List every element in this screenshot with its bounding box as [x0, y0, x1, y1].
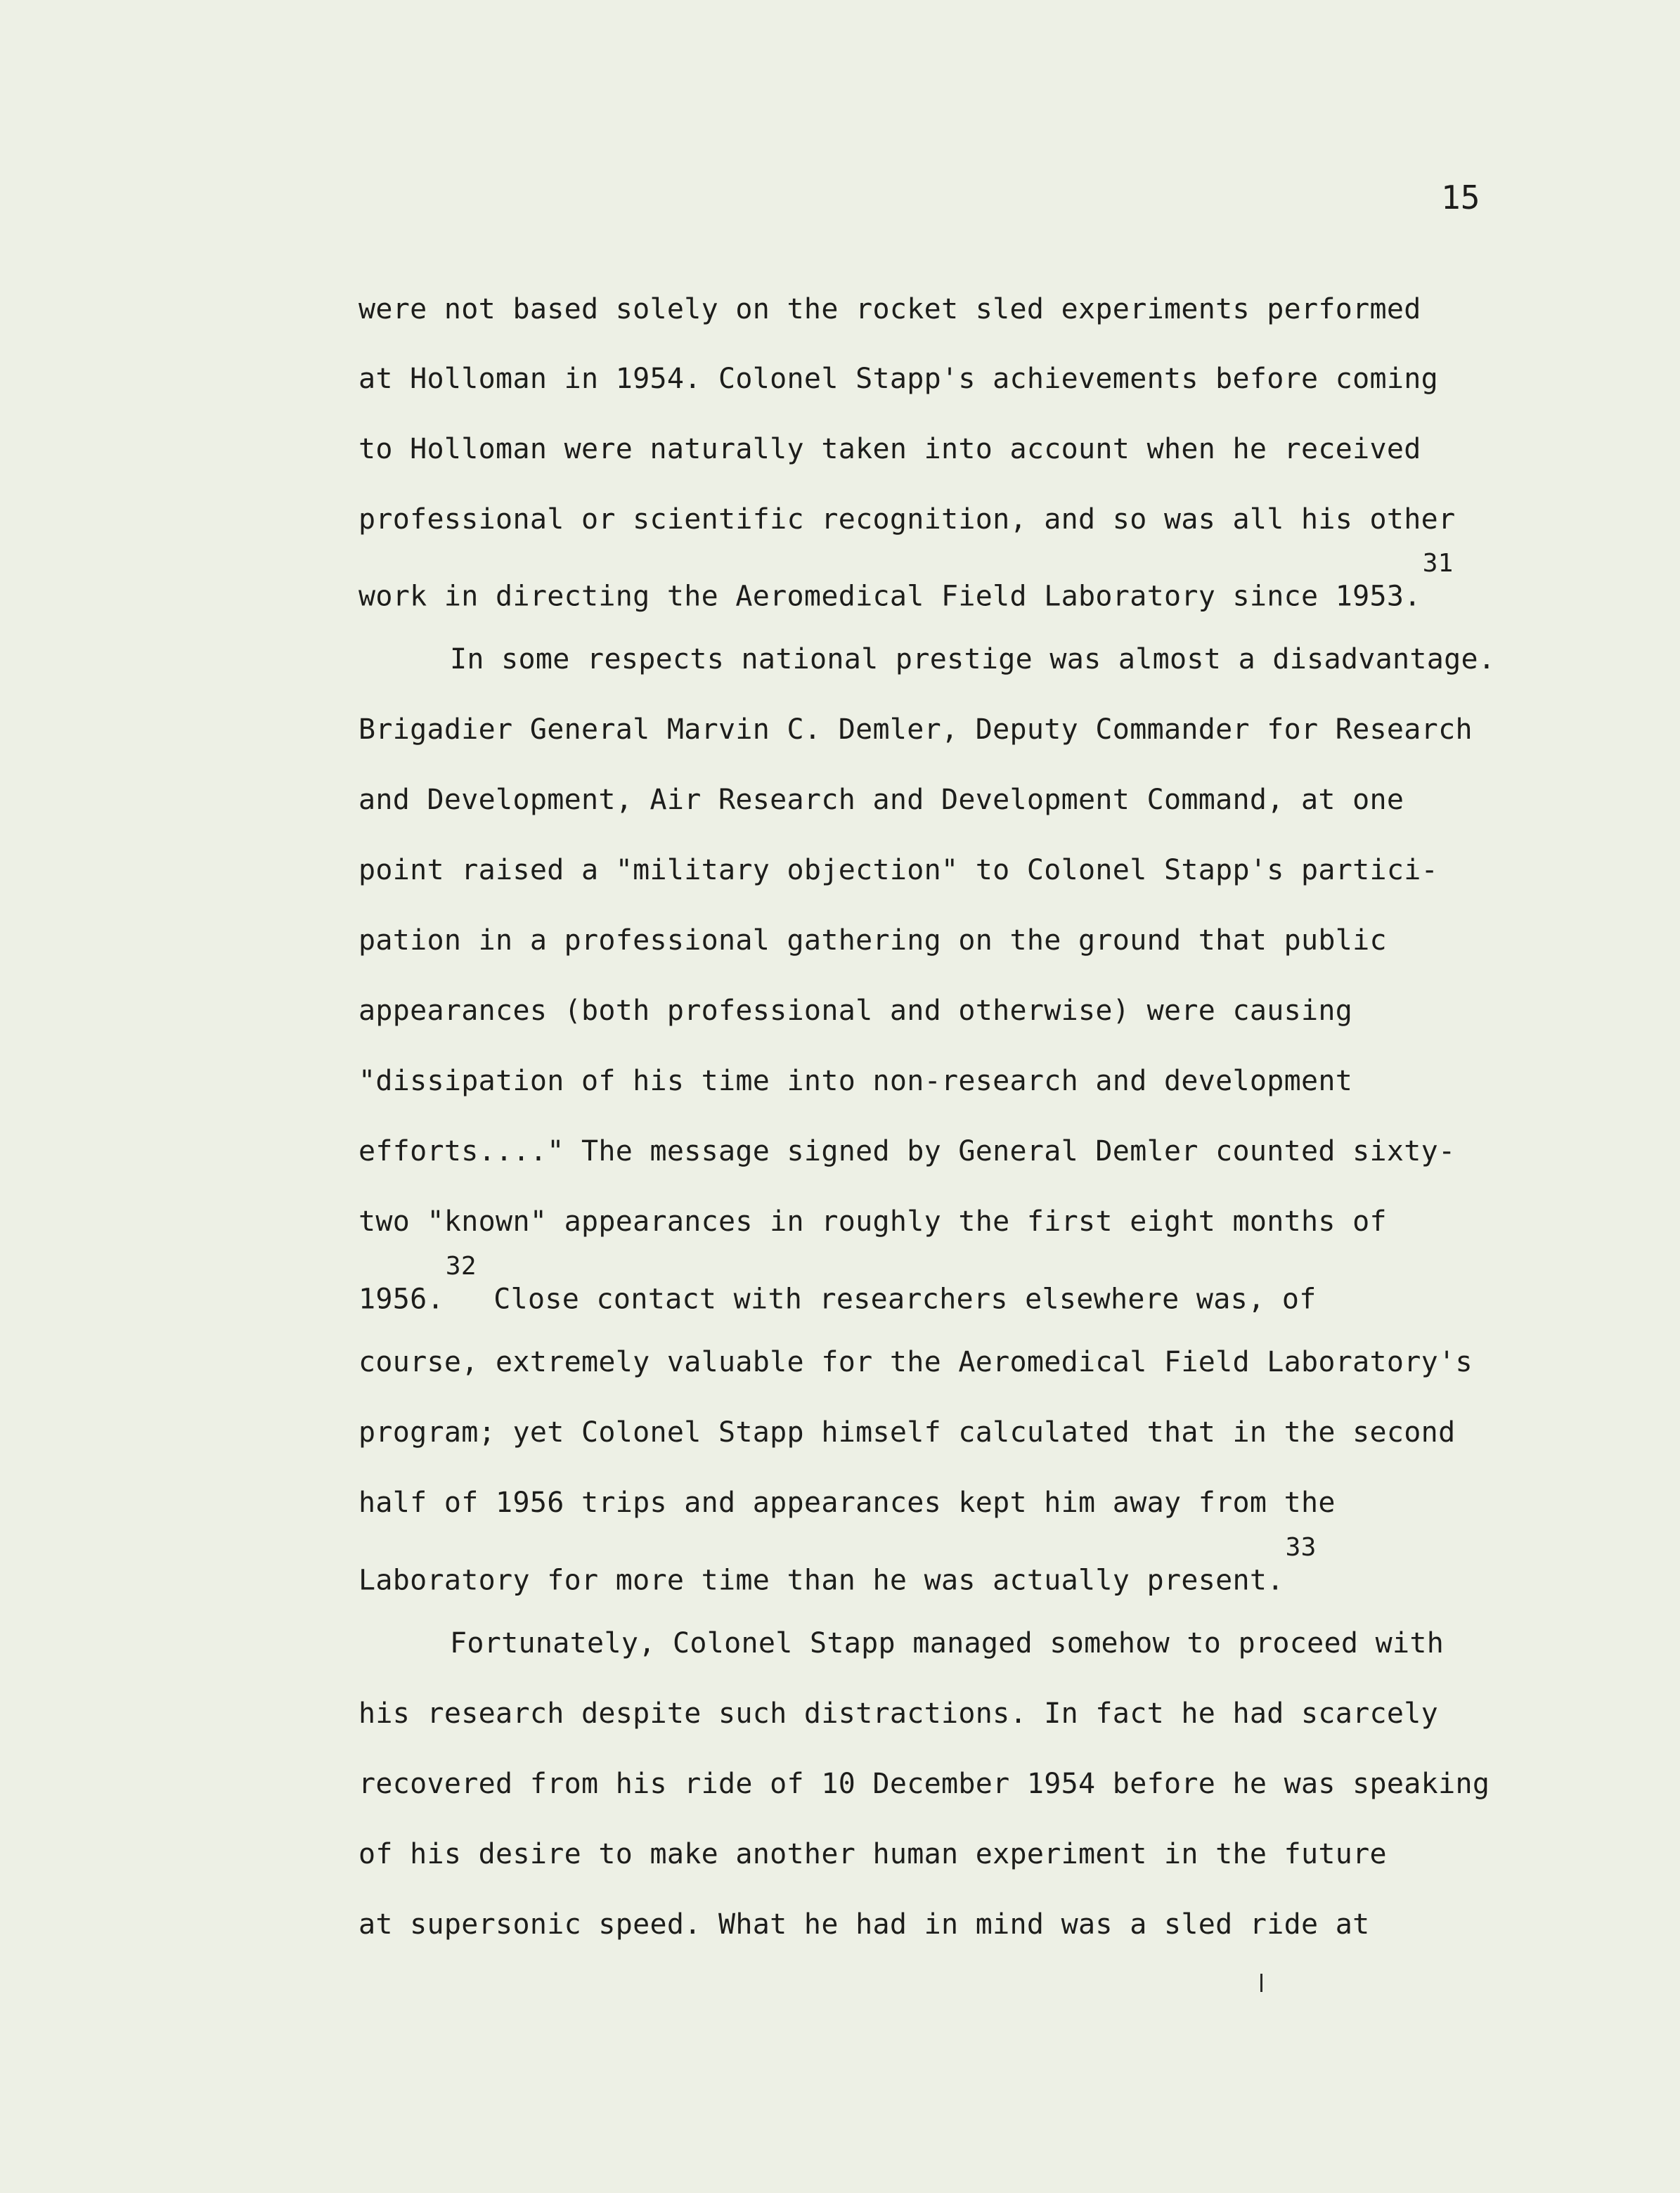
text-line: of his desire to make another human experiment in the future: [358, 1838, 1387, 1870]
text-line: course, extremely valuable for the Aeromedical Field Laboratory's: [358, 1346, 1473, 1378]
text-line: work in directing the Aeromedical Field Laboratory since 1953.31: [358, 549, 1454, 613]
footnote-ref: 33: [1285, 1533, 1317, 1562]
text-line: "dissipation of his time into non-research and development: [358, 1065, 1353, 1097]
page-number: 15: [1441, 179, 1480, 216]
text-line: his research despite such distractions. In fact he had scarcely: [358, 1697, 1439, 1730]
text-line: 1956.32 Close contact with researchers elsewhere was, of: [358, 1252, 1317, 1316]
text-line: professional or scientific recognition, and so was all his other: [358, 503, 1456, 536]
text-line: to Holloman were naturally taken into account when he received: [358, 433, 1421, 465]
text-line: and Development, Air Research and Development Command, at one: [358, 784, 1404, 816]
footnote-ref: 32: [445, 1252, 477, 1281]
text-line: at supersonic speed. What he had in mind was a sled ride at: [358, 1908, 1370, 1941]
stray-ink-mark: [1260, 1974, 1262, 1992]
text-line: half of 1956 trips and appearances kept him away from the: [358, 1487, 1336, 1519]
text-line: Brigadier General Marvin C. Demler, Deputy Commander for Research: [358, 713, 1473, 746]
paragraph-start: Fortunately, Colonel Stapp managed somehow to proceed with: [450, 1627, 1445, 1660]
text-line: recovered from his ride of 10 December 1954 before he was speaking: [358, 1768, 1490, 1800]
text-line: efforts...." The message signed by General Demler counted sixty-: [358, 1135, 1456, 1167]
text-line: program; yet Colonel Stapp himself calculated that in the second: [358, 1416, 1456, 1449]
paragraph-start: In some respects national prestige was almost a disadvantage.: [450, 643, 1496, 675]
footnote-ref: 31: [1422, 549, 1454, 578]
text-line: pation in a professional gathering on the ground that public: [358, 924, 1387, 957]
text-line: were not based solely on the rocket sled experiments performed: [358, 293, 1421, 325]
text-line: Laboratory for more time than he was actually present.$^{33}$: [358, 1533, 1317, 1597]
text-line: at Holloman in 1954. Colonel Stapp's achievements before coming: [358, 363, 1439, 395]
text-line: two "known" appearances in roughly the first eight months of: [358, 1205, 1387, 1238]
text-line: appearances (both professional and otherwise) were causing: [358, 995, 1353, 1027]
text-line: point raised a "military objection" to Colonel Stapp's partici-: [358, 854, 1439, 886]
